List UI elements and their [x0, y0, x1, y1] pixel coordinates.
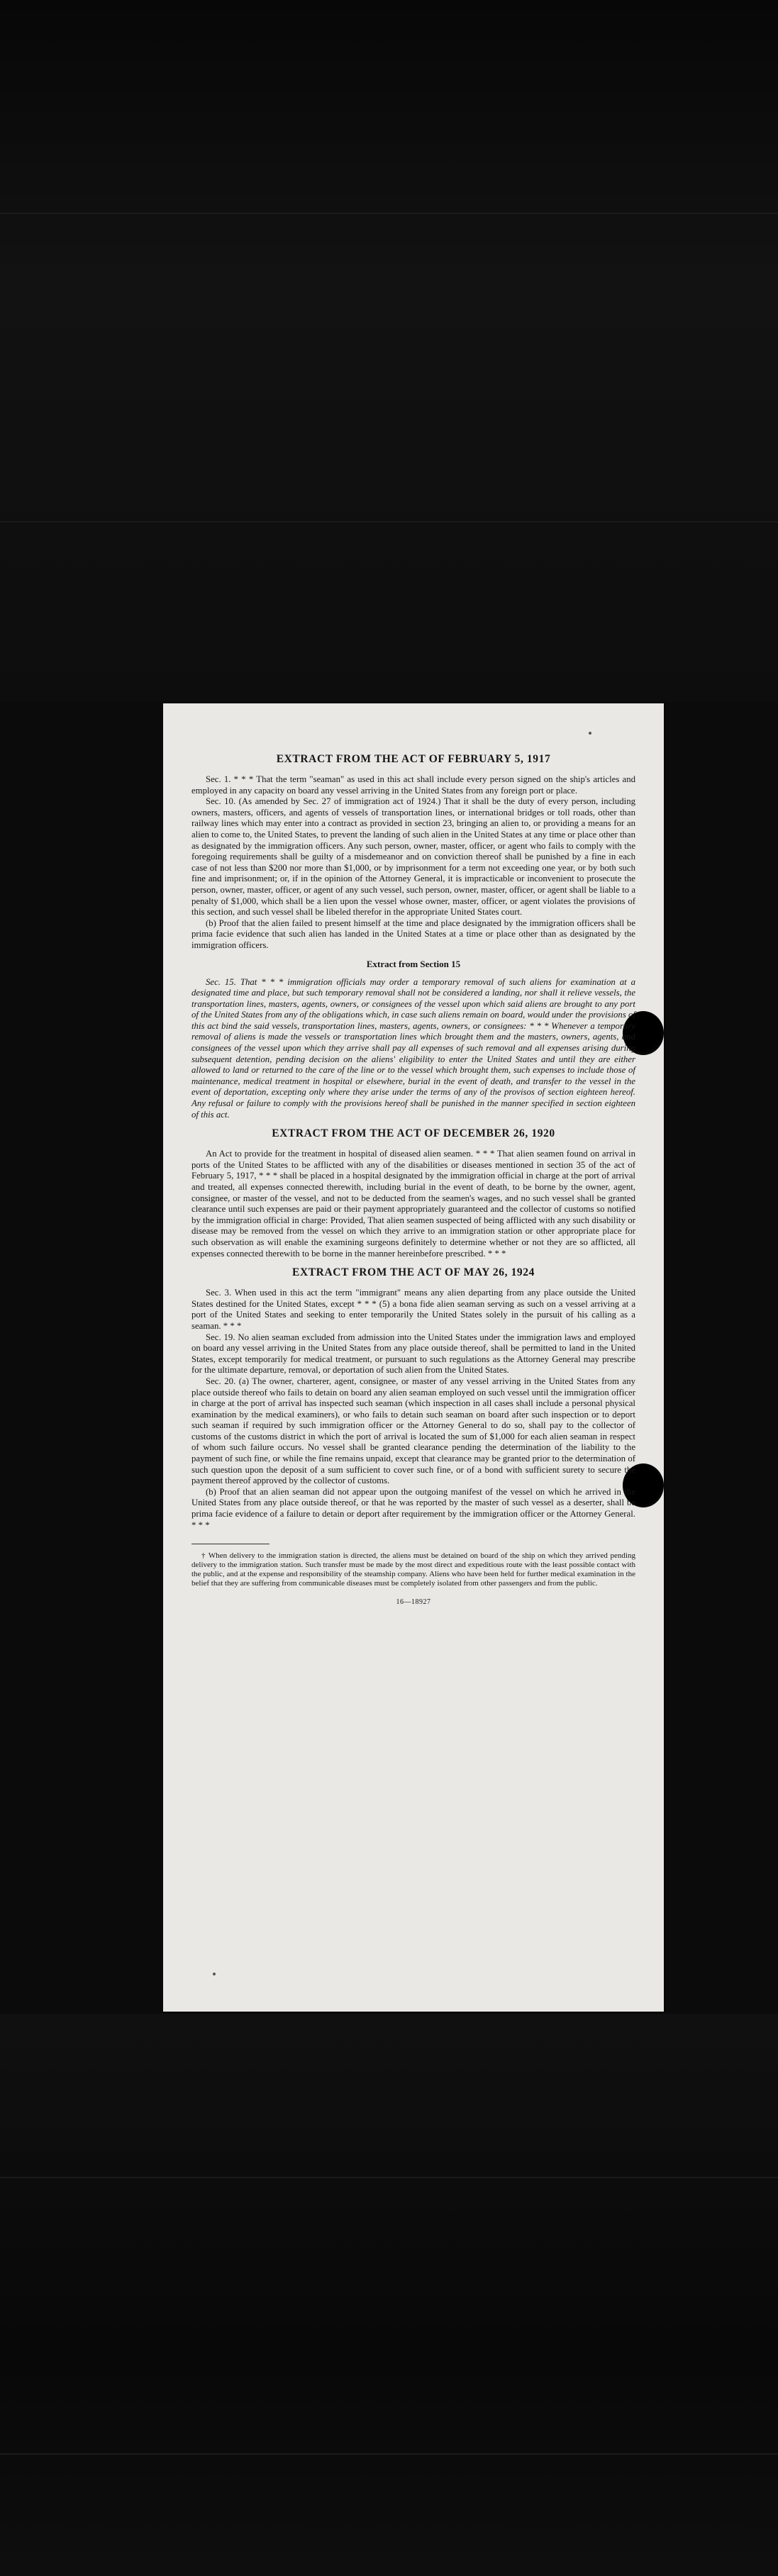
heading-act-1920: EXTRACT FROM THE ACT OF DECEMBER 26, 1920: [272, 1127, 555, 1140]
paragraph-1917-sec10: Sec. 10. (As amended by Sec. 27 of immigration act of 1924.) That it shall be the duty of every person, including owners, masters, officers, and agents of vessels of transportation lines, or international bridges or toll roads, other than railway lines which may enter into a contract as provided in section 23, bringing an alien to, or providing a means for an alien to come to, the United States, to prevent the landing of such alien in the United States at any time or place other than as designated by the immigration officers. Any such person, owner, master, officer, or agent who fails to comply with the foregoing requirements shall be guilty of a misdemeanor and on conviction thereof shall be punished by a fine in each case of not less than $200 nor more than $1,000, or by imprisonment for a term not exceeding one year, or by both such fine and imprisonment; or, if in the opinion of the Attorney General, it is impracticable or inconvenient to prosecute the person, owner, master, officer, or agent of any such vessel, such person, owner, master, officer, or agent shall be liable to a penalty of $1,000, which shall be a lien upon the vessel whose owner, master, officer, or agent violates the provisions of this section, and such vessel shall be libeled therefor in the appropriate United States court.: [191, 796, 635, 918]
microfilm-background-top: [0, 0, 778, 702]
paragraph-1924-sec19: Sec. 19. No alien seaman excluded from admission into the United States under the immigration laws and employed on board any vessel arriving in the United States from any place outside thereof, shall be permitted to land in the United States, except temporarily for medical treatment, or pursuant to such regulations as the Attorney General may prescribe for the ultimate departure, removal, or deportation of such alien from the United States.: [191, 1332, 635, 1376]
scan-artifact: [0, 213, 778, 214]
paragraph-1917-sec1: Sec. 1. * * * That the term "seaman" as used in this act shall include every person signed on the ship's articles and employed in any capacity on board any vessel arriving in the United States from any foreign port or place.: [191, 774, 635, 796]
paper-speck: [213, 1973, 216, 1975]
document-content: [191, 753, 635, 1606]
paragraph-1924-sec3: Sec. 3. When used in this act the term "immigrant" means any alien departing from any place outside the United States destined for the United States, except * * * (5) a bona fide alien seaman serving as such on a vessel arriving at a port of the United States and seeking to enter temporarily the United States solely in the pursuit of his calling as a seaman. * * *: [191, 1288, 635, 1331]
print-code: 16—18927: [396, 1598, 431, 1607]
scan-artifact: [0, 521, 778, 523]
heading-act-1917: EXTRACT FROM THE ACT OF FEBRUARY 5, 1917: [276, 753, 551, 765]
scan-artifact: [0, 2177, 778, 2178]
paragraph-1917-proof: (b) Proof that the alien failed to present himself at the time and place designated by the immigration officers shall be prima facie evidence that such alien has landed in the United States at a time or place other than as designated by the immigration officers.: [191, 918, 635, 950]
paragraph-1920: An Act to provide for the treatment in hospital of diseased alien seamen. * * * That alien seamen found on arrival in ports of the United States to be afflicted with any of the disabilities or diseases mentioned in section 35 of the act of February 5, 1917, * * * shall be placed in a hospital designated by the immigration official in charge at the port of arrival and treated, all expenses connected therewith, including burial in the event of death, to be borne by the owner, agent, consignee, or master of the vessel, and not to be deducted from the seamen's wages, and no such vessel shall be granted clearance until such expenses are paid or their payment appropriately guaranteed and the collector of customs so notified by the immigration official in charge: Provided, That alien seamen suspected of being afflicted with any such disability or disease may be removed from the vessel on which they arrive to an immigration station or other appropriate place for such observation as will enable the examining surgeons definitely to determine whether or not they are so afflicted, all expenses connected therewith to be borne in the manner hereinbefore prescribed. * * *: [191, 1149, 635, 1259]
subheading-section-15: Extract from Section 15: [366, 958, 461, 969]
heading-act-1924: EXTRACT FROM THE ACT OF MAY 26, 1924: [292, 1266, 535, 1279]
footnote: † When delivery to the immigration station is directed, the aliens must be detained on board of the ship on which they arrived pending delivery to the immigration station. Such transfer must be made by the most direct and expeditious route with the least possible contact with the public, and at the expense and responsibility of the steamship company. Aliens who have been held for further medical examination in the belief that they are suffering from communicable diseases must be completely isolated from other passengers and from the public.: [191, 1551, 635, 1588]
paper-speck: [589, 732, 591, 735]
document-page: [163, 703, 664, 2012]
paragraph-1924-sec20b: (b) Proof that an alien seaman did not appear upon the outgoing manifest of the vessel on which he arrived in the United States from any place outside thereof, or that he was reported by the master of such vessel as a deserter, shall be prima facie evidence of a failure to detain or deport after requirement by the immigration officer or the Attorney General. * * *: [191, 1486, 635, 1530]
scan-artifact: [0, 2453, 778, 2455]
microfilm-background-bottom: [0, 2014, 778, 2576]
paragraph-section-15: Sec. 15. That * * * immigration officials may order a temporary removal of such aliens for examination at a designated time and place, but such temporary removal shall not be considered a landing, nor shall it relieve vessels, the transportation lines, masters, agents, owners, or consignees of the vessel upon which said aliens are brought to any port of the United States from any of the obligations which, in case such aliens remain on board, would under the provisions of this act bind the said vessels, transportation lines, masters, agents, owners, or consignees: * * * Whenever a temporary removal of aliens is made the vessels or transportation lines which brought them and the masters, owners, agents, and consignees of the vessel upon which they arrive shall pay all expenses of such removal and all expenses arising during subsequent detention, pending decision on the aliens' eligibility to enter the United States and until they are either allowed to land or returned to the care of the line or to the vessel which brought them, such expenses to include those of maintenance, medical treatment in hospital or elsewhere, burial in the event of death, and transfer to the vessel in the event of deportation, excepting only where they arise under the terms of any of the provisos of section eighteen hereof. Any refusal or failure to comply with the provisions hereof shall be punished in the manner specified in section eighteen of this act.: [191, 976, 635, 1120]
paragraph-1924-sec20: Sec. 20. (a) The owner, charterer, agent, consignee, or master of any vessel arriving in the United States from any place outside thereof who fails to detain on board any alien seaman employed on such vessel until the immigration officer in charge at the port of arrival has inspected such seaman (which inspection in all cases shall include a personal physical examination by the medical examiners), or who fails to detain such seaman on board after such inspection or to deport such seaman if required by such immigration officer or the Attorney General to do so, shall pay to the collector of customs of the customs district in which the port of arrival is located the sum of $1,000 for each alien seaman in respect of whom such failure occurs. No vessel shall be granted clearance pending the determination of the liability to the payment of such fine, or while the fine remains unpaid, except that clearance may be granted prior to the determination of such question upon the deposit of a sum sufficient to cover such fine, or of a bond with sufficient surety to secure the payment thereof approved by the collector of customs.: [191, 1376, 635, 1486]
